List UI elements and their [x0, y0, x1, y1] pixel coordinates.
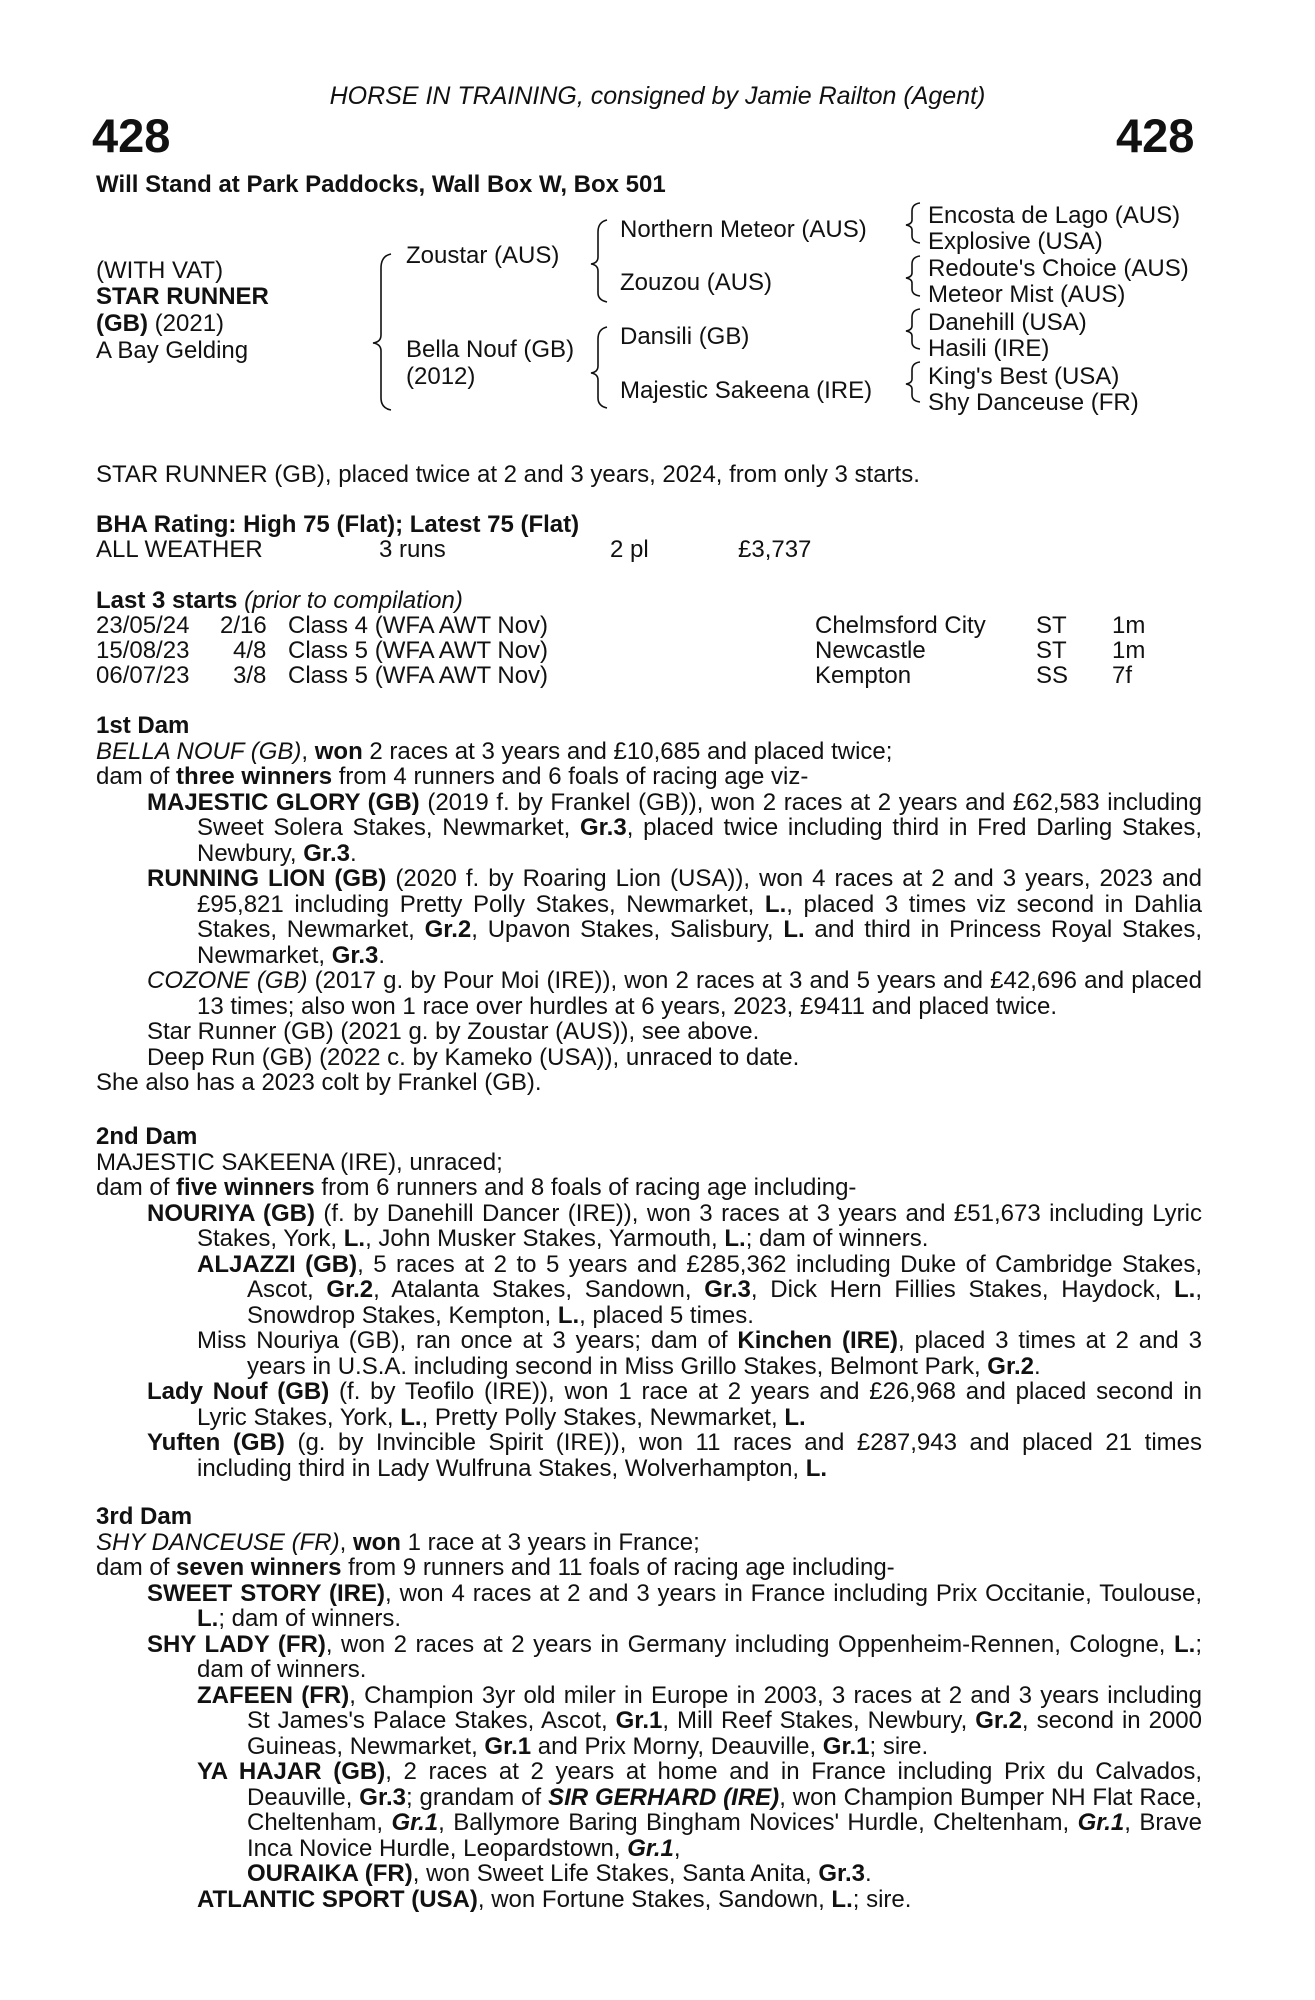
bracket-g2	[906, 256, 920, 296]
produce-entry: SHY LADY (FR), won 2 races at 2 years in Germany including Oppenheim-Rennen, Cologne, L.; dam of winners.	[147, 1630, 1202, 1683]
section-heading: 1st Dam	[96, 712, 190, 739]
pedigree-g1: Encosta de Lago (AUS)	[928, 202, 1181, 229]
last-starts-title: Last 3 starts	[96, 587, 238, 614]
third-dam-section	[96, 1504, 1202, 1912]
start-course: Newcastle	[815, 637, 926, 664]
pedigree-g2: Explosive (USA)	[928, 228, 1103, 255]
pedigree-dam: Bella Nouf (GB)	[406, 336, 575, 363]
dam-line: MAJESTIC SAKEENA (IRE), unraced;	[96, 1148, 503, 1176]
horse-origin: (GB)	[96, 310, 148, 337]
start-position: 4/8	[233, 637, 267, 664]
start-course: Kempton	[815, 662, 912, 689]
start-race: Class 5 (WFA AWT Nov)	[288, 637, 549, 664]
start-date: 06/07/23	[96, 662, 190, 689]
first-dam-section	[96, 713, 1202, 1096]
produce-summary: dam of three winners from 4 runners and 6 foals of racing age viz-	[96, 763, 809, 790]
race-summary: STAR RUNNER (GB), placed twice at 2 and 3 years, 2024, from only 3 starts.	[96, 461, 920, 488]
start-course: Chelmsford City	[815, 612, 986, 639]
pedigree-g8: Shy Danceuse (FR)	[928, 389, 1139, 416]
start-date: 23/05/24	[96, 612, 190, 639]
stand-location: Will Stand at Park Paddocks, Wall Box W, Box 501	[96, 171, 666, 198]
pedigree-sire-dam: Zouzou (AUS)	[620, 269, 773, 296]
bracket-sire-dam	[373, 254, 391, 410]
pedigree-dam-sire: Dansili (GB)	[620, 323, 750, 350]
produce-entry: COZONE (GB) (2017 g. by Pour Moi (IRE)), won 2 races at 3 and 5 years and £42,696 and placed 13 times; also won 1 race over hurdles at 6 years, 2023, £9411 and placed twice.	[147, 967, 1202, 1020]
bracket-dam	[591, 327, 607, 408]
pedigree-sire-sire: Northern Meteor (AUS)	[620, 216, 867, 243]
produce-subentry: OURAIKA (FR)	[247, 1860, 413, 1887]
start-distance: 1m	[1112, 612, 1146, 639]
vat-label: (WITH VAT)	[96, 257, 224, 284]
pedigree-dam-dam: Majestic Sakeena (IRE)	[620, 377, 873, 404]
pedigree-g5: Danehill (USA)	[928, 309, 1087, 336]
pedigree-g4: Meteor Mist (AUS)	[928, 281, 1126, 308]
horse-description: A Bay Gelding	[96, 337, 249, 364]
produce-note: She also has a 2023 colt by Frankel (GB).	[96, 1069, 542, 1096]
produce-entry: ALJAZZI (GB), 5 races at 2 to 5 years and £285,362 including Duke of Cambridge Stakes, Ascot, Gr.2, Atalanta Stakes, Sandown, Gr.3, Dick Hern Fillies Stakes, Haydock, L., Snowdrop Stakes, Kempton, L., placed 5 times.	[197, 1250, 1202, 1329]
section-heading: 2nd Dam	[96, 1123, 198, 1150]
produce-entry: NOURIYA (GB) (f. by Danehill Dancer (IRE)), won 3 races at 3 years and £51,673 including Lyric Stakes, York, L., John Musker Stakes, Yarmouth, L.; dam of winners.	[147, 1199, 1203, 1252]
start-surface: ST	[1036, 637, 1067, 664]
last-starts-heading	[96, 588, 463, 614]
start-distance: 7f	[1112, 662, 1133, 689]
horse-name: STAR RUNNER	[96, 283, 269, 310]
start-race: Class 4 (WFA AWT Nov)	[288, 612, 549, 639]
start-race: Class 5 (WFA AWT Nov)	[288, 662, 549, 689]
start-surface: ST	[1036, 612, 1067, 639]
bha-rating: BHA Rating: High 75 (Flat); Latest 75 (Flat)	[96, 511, 580, 538]
start-date: 15/08/23	[96, 637, 190, 664]
bracket-g1	[906, 203, 920, 243]
start-distance: 1m	[1112, 637, 1146, 664]
rating-earnings: £3,737	[738, 536, 812, 563]
horse-year: (2021)	[154, 310, 225, 337]
catalogue-header: HORSE IN TRAINING, consigned by Jamie Railton (Agent)	[329, 82, 986, 110]
start-position: 2/16	[220, 612, 267, 639]
produce-summary: dam of five winners from 6 runners and 8 foals of racing age including-	[96, 1174, 857, 1201]
produce-entry: ZAFEEN (FR), Champion 3yr old miler in Europe in 2003, 3 races at 2 and 3 years including St James's Palace Stakes, Ascot, Gr.1, Mill Reef Stakes, Newbury, Gr.2, second in 2000 Guineas, Newmarket, Gr.1 and Prix Morny, Deauville, Gr.1; sire.	[197, 1681, 1202, 1760]
bracket-g4	[906, 362, 920, 402]
produce-entry: Miss Nouriya (GB), ran once at 3 years; dam of Kinchen (IRE), placed 3 times at 2 and 3 years in U.S.A. including second in Miss Grillo Stakes, Belmont Park, Gr.2.	[197, 1327, 1202, 1380]
start-surface: SS	[1036, 662, 1069, 689]
second-dam-section	[96, 1124, 1202, 1481]
produce-entry: SWEET STORY (IRE), won 4 races at 2 and 3 years in France including Prix Occitanie, Toulouse, L.; dam of winners.	[147, 1579, 1202, 1632]
produce-entry: Lady Nouf (GB) (f. by Teofilo (IRE)), won 1 race at 2 years and £26,968 and placed second in Lyric Stakes, York, L., Pretty Polly Stakes, Newmarket, L.	[147, 1378, 1203, 1431]
produce-entry: Deep Run (GB) (2022 c. by Kameko (USA)), unraced to date.	[147, 1043, 800, 1071]
lot-number-right: 428	[1116, 109, 1195, 162]
dam-line: BELLA NOUF (GB), won 2 races at 3 years and £10,685 and placed twice;	[96, 737, 893, 765]
last-starts-note: (prior to compilation)	[244, 587, 463, 614]
pedigree-g6: Hasili (IRE)	[928, 335, 1050, 362]
rating-surface: ALL WEATHER	[96, 536, 263, 563]
produce-entry: RUNNING LION (GB) (2020 f. by Roaring Lion (USA)), won 4 races at 2 and 3 years, 2023 and £95,821 including Pretty Polly Stakes, Newmarket, L., placed 3 times viz second in Dahlia Stakes, Newmarket, Gr.2, Upavon Stakes, Salisbury, L. and third in Princess Royal Stakes, Newmarket, Gr.3.	[147, 865, 1203, 969]
pedigree-g3: Redoute's Choice (AUS)	[928, 255, 1189, 282]
start-position: 3/8	[233, 662, 267, 689]
lot-number-left: 428	[92, 109, 171, 162]
produce-entry: ATLANTIC SPORT (USA), won Fortune Stakes, Sandown, L.; sire.	[197, 1885, 912, 1913]
pedigree-dam-year: (2012)	[406, 363, 476, 390]
pedigree-sire: Zoustar (AUS)	[406, 242, 560, 269]
pedigree-g7: King's Best (USA)	[928, 363, 1120, 390]
produce-entry: Star Runner (GB) (2021 g. by Zoustar (AUS)), see above.	[147, 1018, 760, 1045]
rating-runs: 3 runs	[379, 536, 446, 563]
dam-line: SHY DANCEUSE (FR), won 1 race at 3 years in France;	[96, 1528, 700, 1556]
produce-entry: YA HAJAR (GB), 2 races at 2 years at home and in France including Prix du Calvados, Deauville, Gr.3; grandam of SIR GERHARD (IRE), won Champion Bumper NH Flat Race, Cheltenham, Gr.1, Ballymore Baring Bingham Novices' Hurdle, Cheltenham, Gr.1, Brave Inca Novice Hurdle, Leopardstown, Gr.1, OURAIKA (FR), won Sweet Life Stakes, Santa Anita, Gr.3.	[197, 1758, 1203, 1887]
produce-entry: MAJESTIC GLORY (GB) (2019 f. by Frankel (GB)), won 2 races at 2 years and £62,583 including Sweet Solera Stakes, Newmarket, Gr.3, placed twice including third in Fred Darling Stakes, Newbury, Gr.3.	[147, 788, 1202, 867]
bracket-sire	[591, 220, 607, 302]
produce-summary: dam of seven winners from 9 runners and 11 foals of racing age including-	[96, 1554, 895, 1581]
rating-placed: 2 pl	[610, 536, 649, 563]
section-heading: 3rd Dam	[96, 1503, 193, 1530]
bracket-g3	[906, 309, 920, 349]
produce-entry: Yuften (GB) (g. by Invincible Spirit (IRE)), won 11 races and £287,943 and placed 21 times including third in Lady Wulfruna Stakes, Wolverhampton, L.	[147, 1429, 1202, 1482]
